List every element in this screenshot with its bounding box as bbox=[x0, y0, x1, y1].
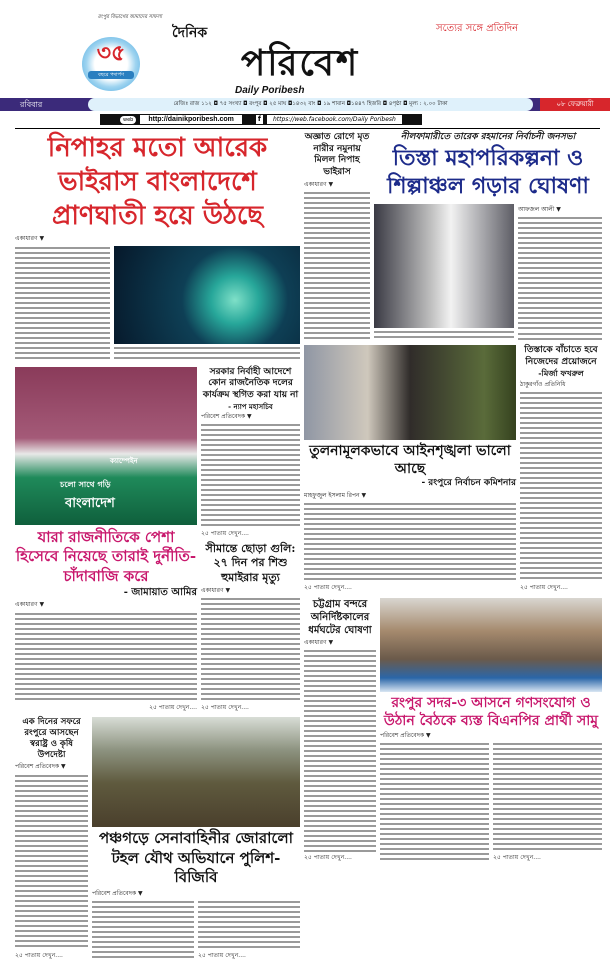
fakhrul-headline: তিস্তাকে বাঁচাতে হবে নিজেদের প্রয়োজনে bbox=[524, 344, 598, 367]
region-tag: রংপুর বিভাগের আমাদের সাফল্য bbox=[97, 14, 163, 20]
ec-press-photo bbox=[304, 345, 516, 440]
panchagarh-body-col2 bbox=[198, 900, 300, 950]
masthead-title-en: Daily Poribesh bbox=[235, 85, 305, 96]
teesta-story bbox=[374, 132, 602, 340]
chattogram-body bbox=[304, 649, 376, 852]
teesta-caption bbox=[374, 330, 514, 340]
border-headline: সীমান্তে ছোড়া গুলি: ২৭ দিন পর শিশু হুমাইরার মৃত্যু bbox=[205, 542, 296, 584]
teesta-kicker: নীলফামারীতে তারেক রহমানের নির্বাচনী জনসভা bbox=[400, 132, 576, 142]
army-patrol-photo bbox=[92, 717, 300, 827]
border-byline: একাধারণ ▼ bbox=[201, 586, 231, 594]
nipah-byline: একাধারণ ▼ bbox=[15, 235, 45, 243]
masthead bbox=[0, 0, 610, 128]
fakhrul-story bbox=[520, 345, 602, 593]
chattogram-continued[interactable]: ২৫ পাতায় দেখুন.... bbox=[304, 854, 352, 862]
panchagarh-story bbox=[92, 717, 300, 960]
samu-headline: রংপুর সদর-৩ আসনে গণসংযোগ ও উঠান বৈঠকে ব্যস্ত বিএনপির প্রার্থী সামু bbox=[383, 694, 599, 729]
nipah-side-headline: অজ্ঞাত রোগে মৃত নারীর নমুনায় মিলল নিপাহ ভাইরাস bbox=[304, 132, 370, 178]
web-bar bbox=[100, 114, 422, 125]
virus-caption bbox=[114, 346, 300, 362]
nipah-story bbox=[15, 132, 300, 362]
ec-body bbox=[304, 502, 516, 582]
ec-byline: মাহফুজুল ইসলাম রিপন ▼ bbox=[304, 491, 367, 499]
date-label: ০৮ ফেব্রুয়ারী bbox=[540, 98, 610, 111]
nap-continued[interactable]: ২৫ পাতায় দেখুন.... bbox=[201, 529, 249, 537]
facebook-icon: f bbox=[257, 115, 261, 123]
advisor-continued[interactable]: ২৫ পাতায় দেখুন.... bbox=[15, 951, 63, 959]
nap-headline: সরকার নির্বাহী আদেশে কোন রাজনৈতিক দলের কার্যক্রম স্থগিত করা যায় না bbox=[202, 366, 299, 401]
masthead-title: পরিবেশ bbox=[240, 43, 360, 84]
banner-text-2: বাংলাদেশ bbox=[65, 495, 115, 511]
nap-byline: পরিবেশ প্রতিবেদক ▼ bbox=[201, 412, 252, 420]
website-link[interactable]: http://dainikporibesh.com bbox=[140, 115, 242, 124]
ec-story bbox=[304, 345, 516, 593]
samu-meeting-photo bbox=[380, 598, 602, 692]
anniversary-badge bbox=[82, 37, 140, 91]
advisor-byline: পরিবেশ প্রতিবেদক ▼ bbox=[15, 763, 66, 771]
web-label: web bbox=[120, 116, 136, 124]
nipah-side-body bbox=[304, 191, 370, 340]
jamaat-continued[interactable]: ২৫ পাতায় দেখুন.... bbox=[149, 703, 197, 711]
fakhrul-continued[interactable]: ২৫ পাতায় দেখুন.... bbox=[520, 584, 568, 592]
teesta-body bbox=[518, 216, 602, 330]
chattogram-story bbox=[304, 598, 376, 863]
ec-attribution: - রংপুরে নির্বাচন কমিশনার bbox=[421, 478, 516, 489]
chattogram-headline: চট্টগ্রাম বন্দরে অনির্দিষ্টকালের ধর্মঘটের ঘোষণা bbox=[308, 598, 372, 636]
middle-column bbox=[201, 367, 300, 712]
podium-text: ক্যাম্পেইন bbox=[110, 456, 138, 465]
panchagarh-byline: পরিবেশ প্রতিবেদক ▼ bbox=[92, 889, 143, 897]
left-group bbox=[15, 132, 300, 960]
anniversary-number: ৩৫ bbox=[96, 41, 126, 66]
teesta-rally-photo bbox=[374, 204, 514, 328]
ec-continued[interactable]: ২৫ পাতায় দেখুন.... bbox=[304, 584, 352, 592]
jamaat-attribution: - জামায়াত আমির bbox=[123, 587, 197, 599]
advisor-body bbox=[15, 774, 88, 950]
day-label: রবিবার bbox=[20, 100, 43, 109]
masthead-rule bbox=[15, 128, 600, 129]
facebook-link[interactable]: https://web.facebook.com/Daily Poribesh bbox=[267, 115, 402, 124]
nipah-side-byline: একাধারণ ▼ bbox=[304, 180, 334, 188]
anniversary-sub: বছরে পদার্পণ bbox=[88, 71, 134, 79]
fakhrul-body bbox=[520, 391, 602, 582]
border-body bbox=[201, 597, 300, 701]
fakhrul-byline: ঠাকুরগাঁও প্রতিনিধি bbox=[520, 380, 566, 388]
issue-info: রেজিঃ রাজ ১১২ ◘ ৭৫ সংখ্যা ◘ রংপুর ◘ ২৫ মাঘ ◘১৪৩২ বাং ◘ ১৯ শাবান ◘১৪৪৭ হিজরি ◘ ৪পৃষ্ঠা ◘ মূল্য : ২.০০ টাকা bbox=[88, 98, 533, 111]
date-bar bbox=[0, 98, 610, 111]
teesta-body-2 bbox=[518, 332, 602, 340]
jamaat-body bbox=[15, 612, 197, 702]
nipah-headline: নিপাহর মতো আরেক ভাইরাস বাংলাদেশে প্রাণঘাতী হয়ে উঠছে bbox=[47, 133, 268, 231]
virus-image bbox=[114, 246, 300, 344]
chattogram-byline: একাধারণ ▼ bbox=[304, 638, 334, 646]
jamaat-story bbox=[15, 367, 197, 712]
panchagarh-continued[interactable]: ২৫ পাতায় দেখুন.... bbox=[198, 951, 246, 959]
panchagarh-headline: পঞ্চগড়ে সেনাবাহিনীর জোরালো টহল যৌথ অভিযানে পুলিশ-বিজিবি bbox=[99, 829, 293, 887]
samu-body-col2 bbox=[493, 742, 602, 852]
teesta-byline: আফজল আলী ▼ bbox=[518, 205, 561, 213]
masthead-prefix: দৈনিক bbox=[172, 25, 208, 41]
samu-body-col1 bbox=[380, 742, 489, 862]
nipah-body bbox=[15, 246, 110, 362]
border-continued[interactable]: ২৫ পাতায় দেখুন.... bbox=[201, 703, 249, 711]
fakhrul-attribution: -মির্জা ফখরুল bbox=[538, 368, 584, 379]
advisor-story bbox=[15, 717, 88, 960]
samu-story bbox=[380, 598, 602, 863]
samu-byline: পরিবেশ প্রতিবেদক ▼ bbox=[380, 732, 431, 740]
nipah-side-story bbox=[304, 132, 370, 340]
samu-continued[interactable]: ২৫ পাতায় দেখুন.... bbox=[493, 854, 541, 862]
jamaat-byline: একাধারণ ▼ bbox=[15, 601, 45, 609]
ec-headline: তুলনামূলকভাবে আইনশৃঙ্খলা ভালো আছে bbox=[309, 442, 511, 478]
nap-body bbox=[201, 423, 300, 527]
jamaat-amir-photo bbox=[15, 367, 197, 525]
jamaat-headline: যারা রাজনীতিকে পেশা হিসেবে নিয়েছে তারাই দুর্নীতি-চাঁদাবাজি করে bbox=[15, 527, 197, 585]
banner-text-1: চলো সাথে গড়ি bbox=[60, 479, 111, 489]
tagline: সত্যের সঙ্গে প্রতিদিন bbox=[436, 23, 519, 34]
right-group bbox=[304, 132, 602, 863]
panchagarh-body-col1 bbox=[92, 900, 194, 960]
advisor-headline: এক দিনের সফরে রংপুরে আসছেন স্বরাষ্ট্র ও কৃষি উপদেষ্টা bbox=[22, 717, 81, 761]
teesta-headline: তিস্তা মহাপরিকল্পনা ও শিল্পাঞ্চল গড়ার ঘোষণা bbox=[387, 144, 589, 200]
nap-attribution: - ন্যাপ মহাসচিব bbox=[228, 401, 273, 411]
